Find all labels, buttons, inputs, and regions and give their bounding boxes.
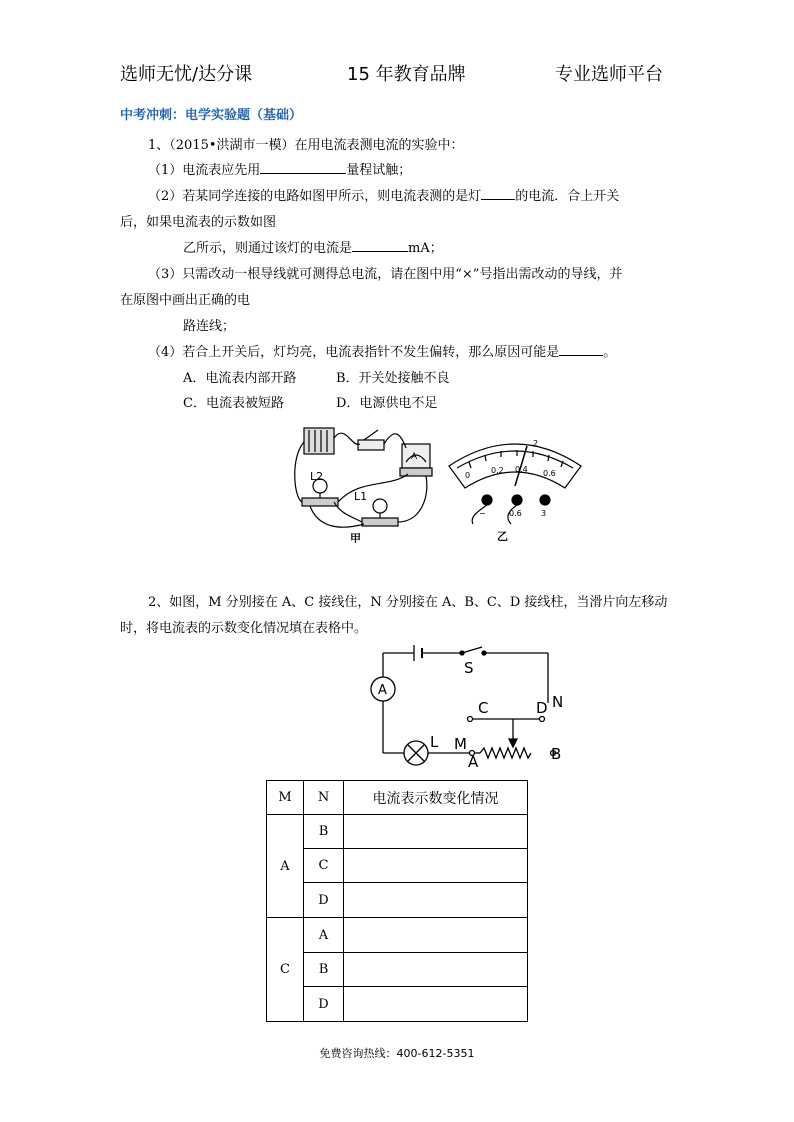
q1-part2-text-d: 乙所示，则通过该灯的电流是 <box>183 241 353 256</box>
answer-table <box>266 780 528 1022</box>
q1-intro: 1、（2015•洪湖市一模）在用电流表测电流的实验中： <box>148 138 464 153</box>
ammeter-label: A <box>378 683 387 698</box>
terminal-m-label: M <box>454 735 467 753</box>
dial-tick-label: 0 <box>465 471 471 480</box>
q2-text-b: 时，将电流表的示数变化情况填在表格中。 <box>120 621 368 636</box>
table-header-m: M <box>267 781 304 815</box>
footer-hotline: 免费咨询热线：400-612-5351 <box>319 1047 475 1060</box>
figure-caption-jia: 甲 <box>350 532 361 543</box>
terminal-label: 0.6 <box>509 509 522 518</box>
q2-circuit-diagram <box>368 643 583 771</box>
bulb-icon <box>373 499 387 513</box>
q1-part2-text-e: mA； <box>408 241 443 256</box>
table-cell-answer <box>344 849 528 883</box>
circuit-figure-jia <box>290 418 440 543</box>
answer-blank <box>352 237 408 252</box>
table-cell-n: C <box>304 849 344 883</box>
terminal-a-label: A <box>468 753 479 771</box>
q1-part2 <box>148 185 619 204</box>
table-cell-answer <box>344 883 528 918</box>
dial-tick-label: 0.2 <box>491 466 504 475</box>
terminal-d-label: D <box>536 699 548 717</box>
table-cell-answer <box>344 815 528 849</box>
q1-part4-text-a: （4）若合上开关后，灯均亮，电流表指针不发生偏转，那么原因可能是 <box>148 345 560 360</box>
header-left: 选师无忧/达分课 <box>120 64 253 85</box>
lamp-l2-label: L2 <box>310 470 324 483</box>
q2-text-a: 2、如图，M 分别接在 A、C 接线住，N 分别接在 A、B、C、D 接线柱，当滑片向左移动 <box>148 595 668 610</box>
table-cell-n: B <box>304 815 344 849</box>
header-right: 专业选师平台 <box>555 64 663 85</box>
table-cell-n: A <box>304 918 344 953</box>
lamp-l1-base <box>362 518 398 526</box>
answer-blank <box>260 159 346 174</box>
terminal-b-label: B <box>551 745 562 763</box>
q1-part2-text-a: （2）若某同学连接的电路如图甲所示，则电流表测的是灯 <box>148 189 482 204</box>
answer-blank <box>481 185 515 200</box>
terminal-label: 3 <box>541 509 547 518</box>
table-header-n: N <box>304 781 344 815</box>
option-a: A．电流表内部开路 <box>183 371 297 386</box>
rheostat-coil <box>480 748 531 758</box>
q1-part1-text-a: （1）电流表应先用 <box>148 163 261 178</box>
terminal-icon <box>512 495 522 505</box>
table-header-change: 电流表示数变化情况 <box>344 781 528 815</box>
lamp-l1-label: L1 <box>354 490 368 503</box>
ammeter-dial-figure-yi <box>445 428 585 543</box>
answer-blank <box>559 341 603 356</box>
table-cell-m: A <box>267 815 304 918</box>
switch-label: S <box>464 659 474 677</box>
dial-tick-label: 2 <box>533 439 539 448</box>
dial-tick-label: 0.6 <box>543 469 556 478</box>
header-center: 15 年教育品牌 <box>347 64 466 85</box>
table-cell-answer <box>344 953 528 987</box>
terminal-icon <box>540 495 550 505</box>
table-cell-n: D <box>304 883 344 918</box>
terminal-icon <box>482 495 492 505</box>
terminal-label: − <box>479 509 486 518</box>
ammeter-label: A <box>411 452 418 462</box>
table-cell-answer <box>344 918 528 953</box>
terminal-c-label: C <box>478 699 489 717</box>
q1-part3-cont2: 路连线； <box>183 319 236 334</box>
q1-part1-text-b: 量程试触； <box>346 163 412 178</box>
q1-part2-text-b: 的电流．合上开关 <box>515 189 620 204</box>
lamp-label: L <box>430 733 439 751</box>
figure-caption-yi: 乙 <box>497 530 508 543</box>
section-title: 中考冲刺：电学实验题（基础） <box>120 108 303 123</box>
table-cell-answer <box>344 987 528 1022</box>
q1-part3: （3）只需改动一根导线就可测得总电流，请在图中用“×”号指出需改动的导线，并 <box>148 267 623 282</box>
q1-part3-cont: 在原图中画出正确的电 <box>120 293 251 308</box>
switch-lever <box>462 647 482 653</box>
lamp-l2-base <box>302 498 338 506</box>
terminal-n-label: N <box>552 693 564 711</box>
option-b: B．开关处接触不良 <box>336 371 450 386</box>
dial-tick-label: 0.4 <box>515 465 528 474</box>
q1-part4-text-b: 。 <box>603 345 617 360</box>
table-cell-n: D <box>304 987 344 1022</box>
switch-icon <box>358 440 384 450</box>
q1-part1 <box>148 159 411 178</box>
q1-part2-cont2 <box>183 237 443 256</box>
table-cell-m: C <box>267 918 304 1022</box>
option-c: C．电流表被短路 <box>183 396 284 411</box>
q1-part2-cont: 后，如果电流表的示数如图 <box>120 215 277 230</box>
table-cell-n: B <box>304 953 344 987</box>
option-d: D．电源供电不足 <box>336 396 438 411</box>
q1-part4 <box>148 341 616 360</box>
